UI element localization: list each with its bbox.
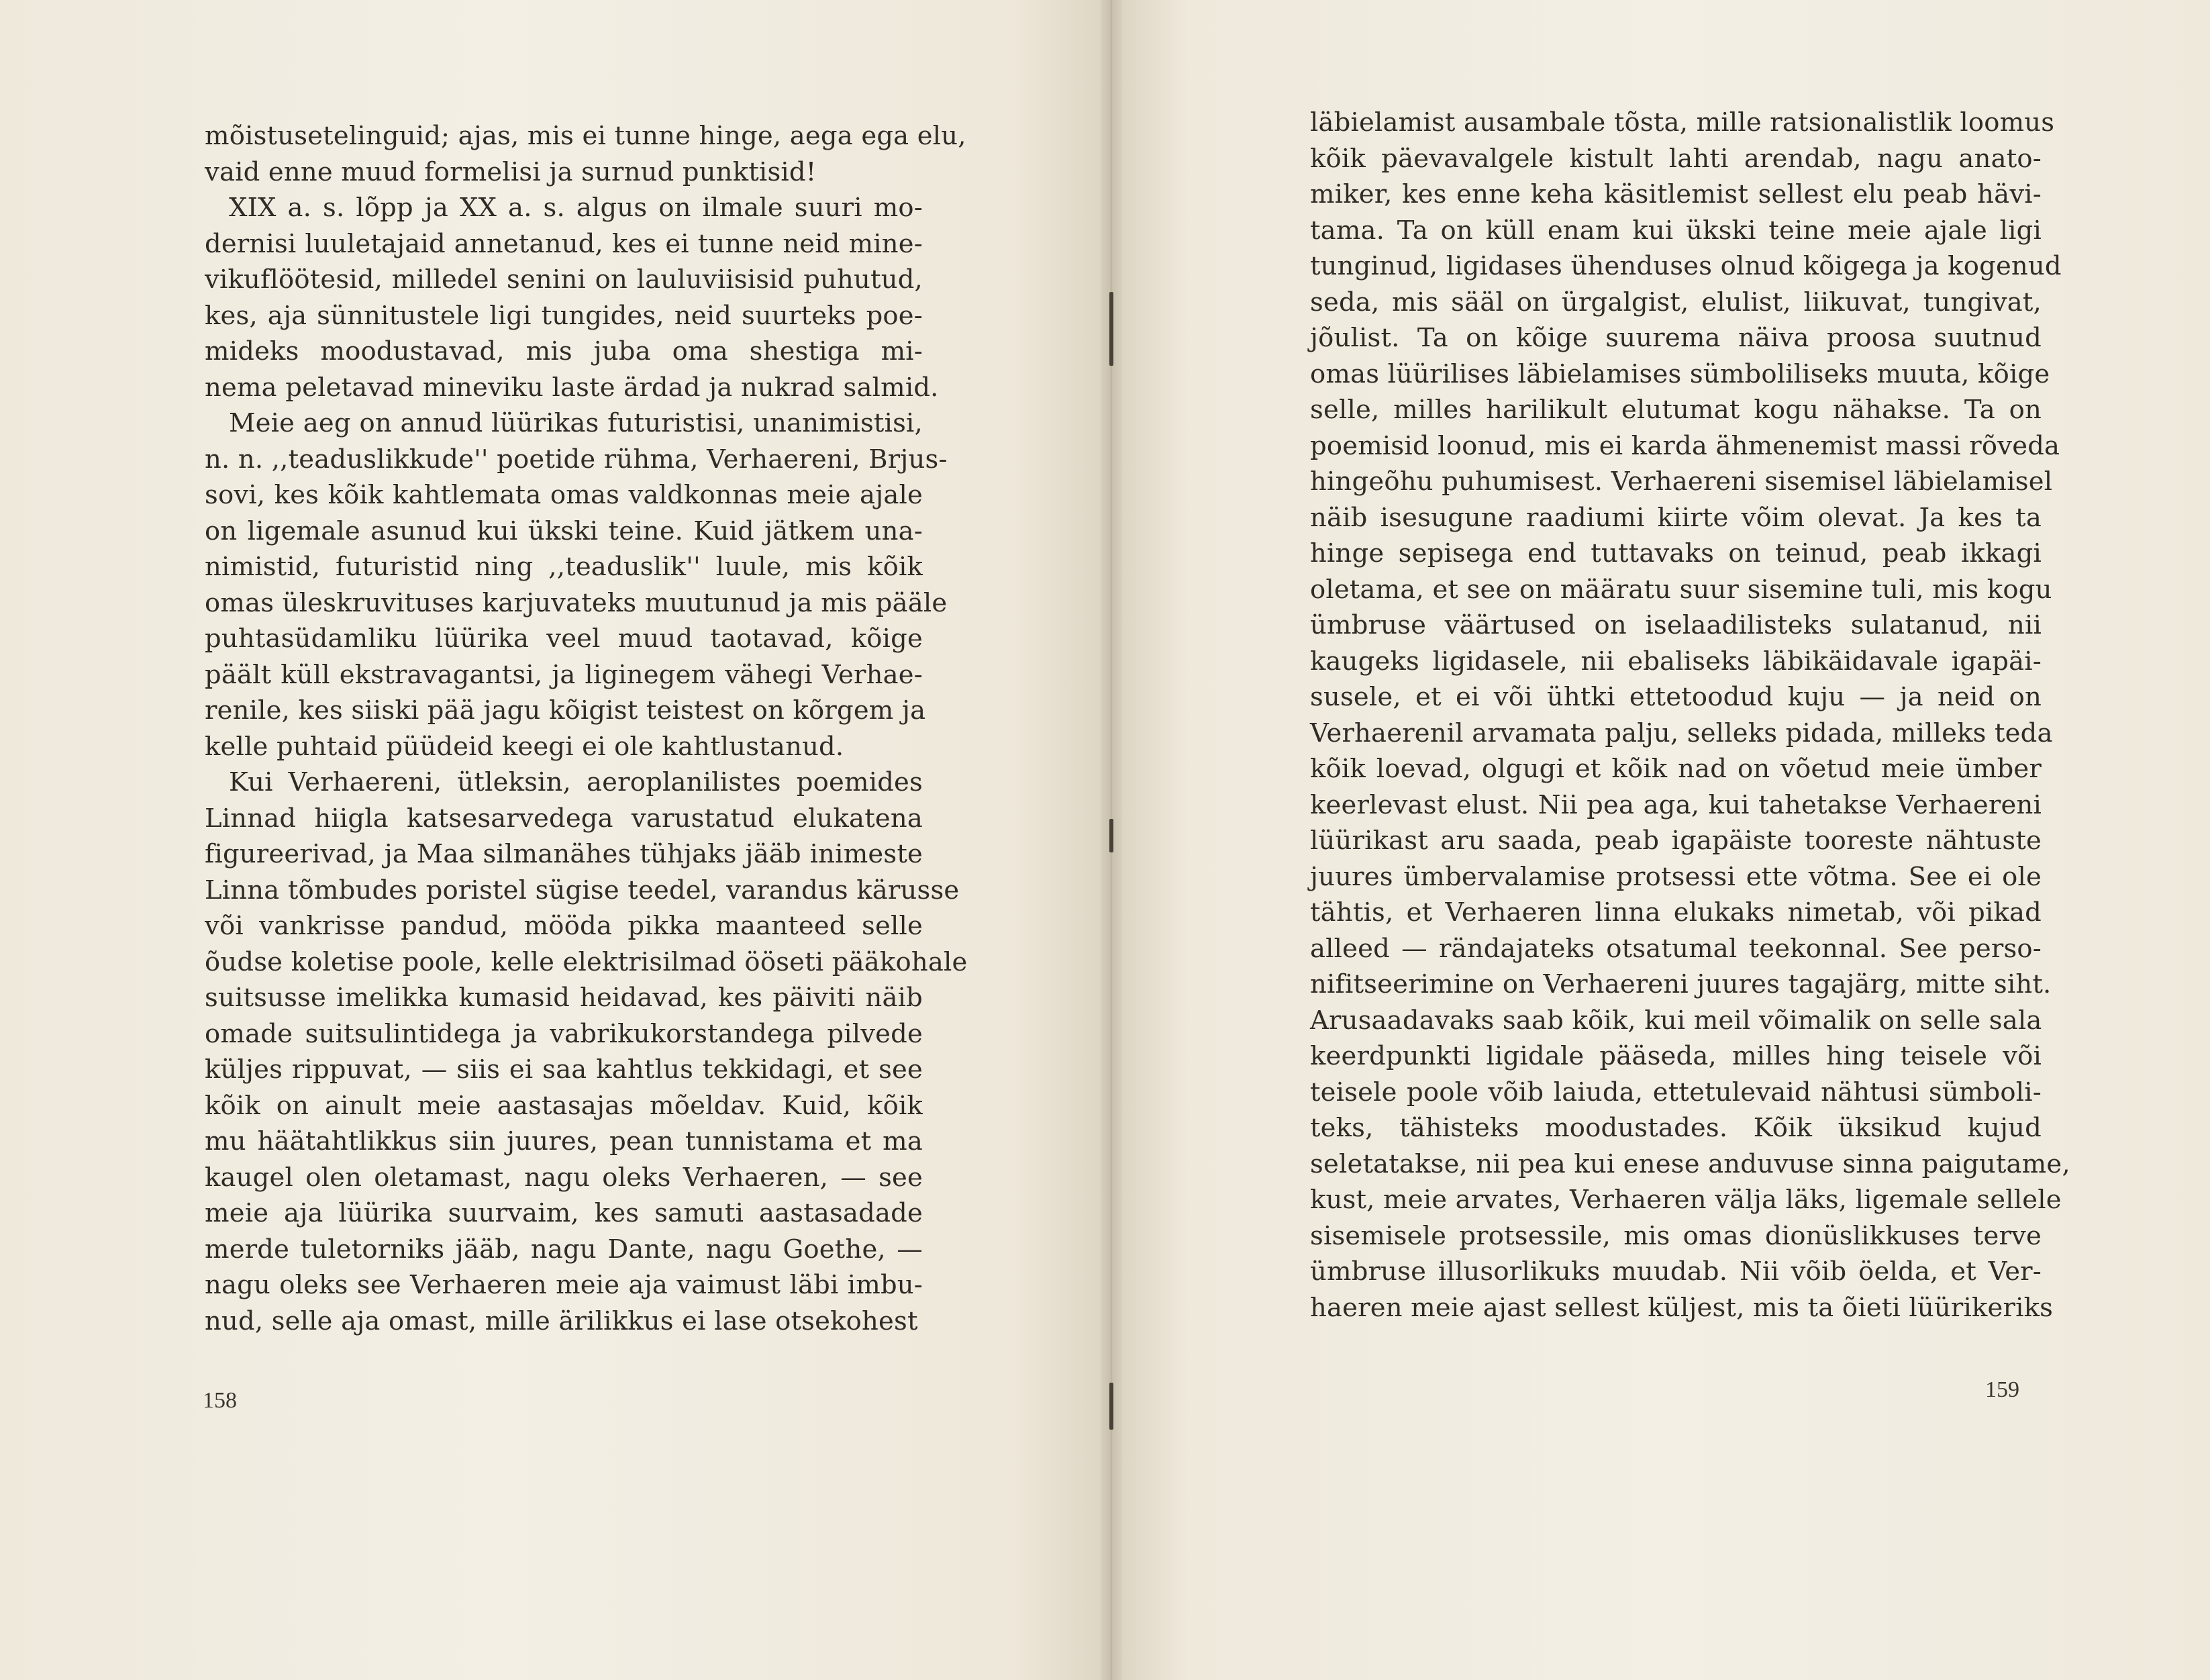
text-line: teisele poole võib laiuda, ettetulevaid nähtusi sümboli- — [1310, 1077, 2042, 1107]
right-page-text — [1310, 105, 2070, 1326]
right-page — [1122, 0, 2210, 1680]
binding-thread-mark — [1109, 819, 1113, 852]
text-line: läbielamist ausambale tõsta, mille ratsionalistlik loomus — [1310, 107, 2055, 138]
text-line: seda, mis sääl on ürgalgist, elulist, liikuvat, tungivat, — [1310, 287, 2042, 317]
text-line: hinge sepisega end tuttavaks on teinud, peab ikkagi — [1310, 538, 2042, 569]
text-line: Verhaerenil arvamata palju, selleks pidada, milleks teda — [1310, 718, 2053, 748]
right-page-number: 159 — [1985, 1377, 2019, 1402]
text-line: figureerivad, ja Maa silmanähes tühjaks jääb inimeste — [205, 839, 923, 869]
text-line: meie aja lüürika suurvaim, kes samuti aastasadade — [205, 1198, 923, 1228]
text-line: kaugel olen oletamast, nagu oleks Verhaeren, — see — [205, 1162, 923, 1193]
text-line: kõik loevad, olgugi et kõik nad on võetud meie ümber — [1310, 754, 2042, 784]
text-line: küljes rippuvat, — siis ei saa kahtlus tekkidagi, et see — [205, 1054, 923, 1085]
left-page-number: 158 — [203, 1388, 237, 1413]
text-line: nimistid, futuristid ning ,,teaduslik'' luule, mis kõik — [205, 552, 923, 582]
text-line: mideks moodustavad, mis juba oma shestiga mi- — [205, 336, 923, 366]
text-line: kes, aja sünnitustele ligi tungides, neid suurteks poe- — [205, 300, 923, 331]
text-line: merde tuletorniks jääb, nagu Dante, nagu Goethe, — — [205, 1234, 923, 1265]
text-line: nagu oleks see Verhaeren meie aja vaimust läbi imbu- — [205, 1270, 923, 1300]
text-line: XIX a. s. lõpp ja XX a. s. algus on ilmale suuri mo- — [229, 193, 923, 223]
text-line: kaugeks ligidasele, nii ebaliseks läbikäidavale igapäi- — [1310, 646, 2042, 677]
text-line: omas lüürilises läbielamises sümboliliseks muuta, kõige — [1310, 358, 2050, 389]
text-line: päält küll ekstravagantsi, ja liginegem vähegi Verhae- — [205, 659, 923, 690]
text-line: nifitseerimine on Verhaereni juures tagajärg, mitte siht. — [1310, 969, 2052, 999]
text-line: suitsusse imelikka kumasid heidavad, kes päiviti näib — [205, 983, 923, 1013]
text-line: Linna tõmbudes poristel sügise teedel, varandus kärusse — [205, 875, 960, 905]
text-line: alleed — rändajateks otsatumal teekonnal. See perso- — [1310, 933, 2042, 964]
left-page-text — [205, 118, 968, 1339]
text-line: tama. Ta on küll enam kui ükski teine meie ajale ligi — [1310, 215, 2042, 246]
text-line: susele, et ei või ühtki ettetoodud kuju — ja neid on — [1310, 682, 2042, 712]
text-line: kelle puhtaid püüdeid keegi ei ole kahtlustanud. — [205, 731, 844, 762]
text-line: keerdpunkti ligidale pääseda, milles hing teisele või — [1310, 1041, 2042, 1071]
text-line: Linnad hiigla katsesarvedega varustatud elukatena — [205, 803, 923, 834]
text-line: ümbruse illusorlikuks muudab. Nii võib öelda, et Ver- — [1310, 1256, 2042, 1287]
text-line: sovi, kes kõik kahtlemata omas valdkonnas meie ajale — [205, 480, 923, 510]
text-line: renile, kes siiski pää jagu kõigist teistest on kõrgem ja — [205, 695, 926, 726]
text-line: tunginud, ligidases ühenduses olnud kõigega ja kogenud — [1310, 251, 2062, 281]
text-line: kõik päevavalgele kistult lahti arendab, nagu anato- — [1310, 143, 2042, 174]
text-line: kust, meie arvates, Verhaeren välja läks, ligemale sellele — [1310, 1185, 2062, 1215]
binding-thread-mark — [1109, 1383, 1113, 1430]
text-line: oletama, et see on määratu suur sisemine tuli, mis kogu — [1310, 574, 2052, 605]
text-line: on ligemale asunud kui ükski teine. Kuid jätkem una- — [205, 515, 923, 546]
text-line: nud, selle aja omast, mille ärilikkus ei lase otsekohest — [205, 1305, 918, 1336]
text-line: kõik on ainult meie aastasajas mõeldav. Kuid, kõik — [205, 1090, 923, 1121]
text-line: ümbruse väärtused on iselaadilisteks sulatanud, nii — [1310, 610, 2042, 640]
text-line: teks, tähisteks moodustades. Kõik üksikud kujud — [1310, 1113, 2042, 1143]
text-line: selle, milles harilikult elutumat kogu nähakse. Ta on — [1310, 395, 2042, 425]
text-line: mõistusetelinguid; ajas, mis ei tunne hinge, aega ega elu, — [205, 121, 966, 151]
text-line: vaid enne muud formelisi ja surnud punktisid! — [205, 156, 817, 187]
text-line: jõulist. Ta on kõige suurema näiva proosa suutnud — [1310, 323, 2042, 353]
text-line: nema peletavad mineviku laste ärdad ja nukrad salmid. — [205, 372, 939, 403]
text-line: õudse koletise poole, kelle elektrisilmad ööseti pääkohale — [205, 946, 968, 977]
text-line: hingeõhu puhumisest. Verhaereni sisemisel läbielamisel — [1310, 466, 2053, 497]
text-line: või vankrisse pandud, mööda pikka maanteed selle — [205, 911, 923, 941]
binding-thread-mark — [1109, 292, 1113, 366]
text-line: juures ümbervalamise protsessi ette võtma. See ei ole — [1310, 861, 2042, 892]
left-page — [0, 0, 1101, 1680]
text-line: puhtasüdamliku lüürika veel muud taotavad, kõige — [205, 624, 923, 654]
text-line: Kui Verhaereni, ütleksin, aeroplanilistes poemides — [229, 767, 923, 797]
text-line: Arusaadavaks saab kõik, kui meil võimalik on selle sala — [1310, 1005, 2042, 1036]
text-line: miker, kes enne keha käsitlemist sellest elu peab hävi- — [1310, 179, 2042, 209]
text-line: dernisi luuletajaid annetanud, kes ei tunne neid mine- — [205, 228, 923, 259]
text-line: vikuflöötesid, milledel senini on lauluviisisid puhutud, — [205, 264, 923, 295]
text-line: omas üleskruvituses karjuvateks muutunud ja mis pääle — [205, 587, 948, 618]
text-line: poemisid loonud, mis ei karda ähmenemist massi rõveda — [1310, 430, 2060, 461]
text-line: näib isesugune raadiumi kiirte võim olevat. Ja kes ta — [1310, 502, 2042, 533]
text-line: sisemisele protsessile, mis omas dionüslikkuses terve — [1310, 1220, 2042, 1251]
text-line: mu häätahtlikkus siin juures, pean tunnistama et ma — [205, 1126, 923, 1156]
text-line: lüürikast aru saada, peab igapäiste tooreste nähtuste — [1310, 826, 2042, 856]
text-line: Meie aeg on annud lüürikas futuristisi, unanimistisi, — [229, 408, 923, 438]
text-line: seletatakse, nii pea kui enese anduvuse sinna paigutame, — [1310, 1148, 2070, 1179]
text-line: tähtis, et Verhaeren linna elukaks nimetab, või pikad — [1310, 897, 2042, 928]
text-line: n. n. ,,teaduslikkude'' poetide rühma, Verhaereni, Brjus- — [205, 444, 948, 475]
text-line: haeren meie ajast sellest küljest, mis ta õieti lüürikeriks — [1310, 1292, 2054, 1323]
text-line: keerlevast elust. Nii pea aga, kui tahetakse Verhaereni — [1310, 789, 2042, 820]
book-gutter — [1101, 0, 1122, 1680]
text-line: omade suitsulintidega ja vabrikukorstandega pilvede — [205, 1018, 923, 1049]
